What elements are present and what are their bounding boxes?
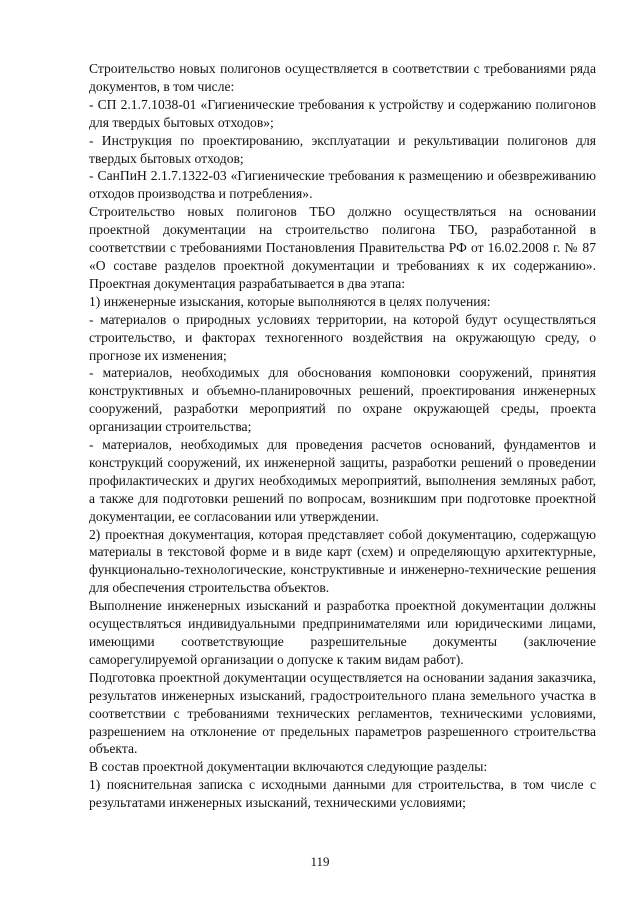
list-item-project-documentation: 2) проектная документация, которая представляет собой документацию, содержащую материалы в текстовой форме и в виде карт (схем) и определяющую архитектурные, функционально-технологические, конструктивные и инженерно-технические решения для обеспечения строительства объектов. (89, 526, 596, 596)
list-item-sp: - СП 2.1.7.1038-01 «Гигиенические требования к устройству и содержанию полигонов для твердых бытовых отходов»; (89, 96, 596, 130)
paragraph-sections-intro: В состав проектной документации включаются следующие разделы: (89, 759, 488, 775)
list-item-surveys: 1) инженерные изыскания, которые выполняются в целях получения: (89, 293, 491, 309)
list-item-natural-conditions: - материалов о природных условиях территории, на которой будут осуществляться строительство, и факторах техногенного воздействия на окружающую среду, о прогнозе их изменения; (89, 311, 596, 363)
paragraph-performers: Выполнение инженерных изысканий и разработка проектной документации должны осуществляться индивидуальными предпринимателями или юридическими лицами, имеющими соответствующие разрешительные документы (заключение саморегулируемой организации о допуске к таким видам работ). (89, 598, 596, 667)
paragraph-intro: Строительство новых полигонов осуществляется в соответствии с требованиями ряда документов, в том числе: (89, 61, 596, 94)
list-item-sanpin: - СанПиН 2.1.7.1322-03 «Гигиенические требования к размещению и обезвреживанию отходов производства и потребления». (89, 168, 596, 202)
paragraph-project-docs: Строительство новых полигонов ТБО должно осуществляться на основании проектной документации на строительство полигона ТБО, разработанной в соответствии с требованиями Постановления Правительства РФ от 16.02.2008 г. № 87 «О составе разделов проектной документации и требованиях к их содержанию». Проектная документация разрабатывается в два этапа: (89, 204, 596, 291)
page-number: 119 (310, 854, 330, 869)
list-item-instruction: - Инструкция по проектированию, эксплуатации и рекультивации полигонов для твердых бытовых отходов; (89, 132, 596, 166)
list-item-explanatory-note: 1) пояснительная записка с исходными данными для строительства, в том числе с результатами инженерных изысканий, техническими условиями; (89, 777, 596, 811)
document-body (89, 60, 596, 812)
paragraph-preparation: Подготовка проектной документации осуществляется на основании задания заказчика, результатов инженерных изысканий, градостроительного плана земельного участка в соответствии с требованиями технических регламентов, техническими условиями, разрешением на отклонение от предельных параметров разрешенного строительства объекта. (89, 669, 596, 757)
list-item-layout-materials: - материалов, необходимых для обоснования компоновки сооружений, принятия конструктивных и объемно-планировочных решений, проектирования инженерных сооружений, разработки мероприятий по охране окружающей среды, проекта организации строительства; (89, 365, 596, 435)
list-item-calculation-materials: - материалов, необходимых для проведения расчетов оснований, фундаментов и конструкций сооружений, их инженерной защиты, разработки решений о проведении профилактических и других необходимых мероприятий, выполнения земляных работ, а также для подготовки решений по вопросам, возникшим при подготовке проектной документации, ее согласовании или утверждении. (89, 437, 596, 524)
